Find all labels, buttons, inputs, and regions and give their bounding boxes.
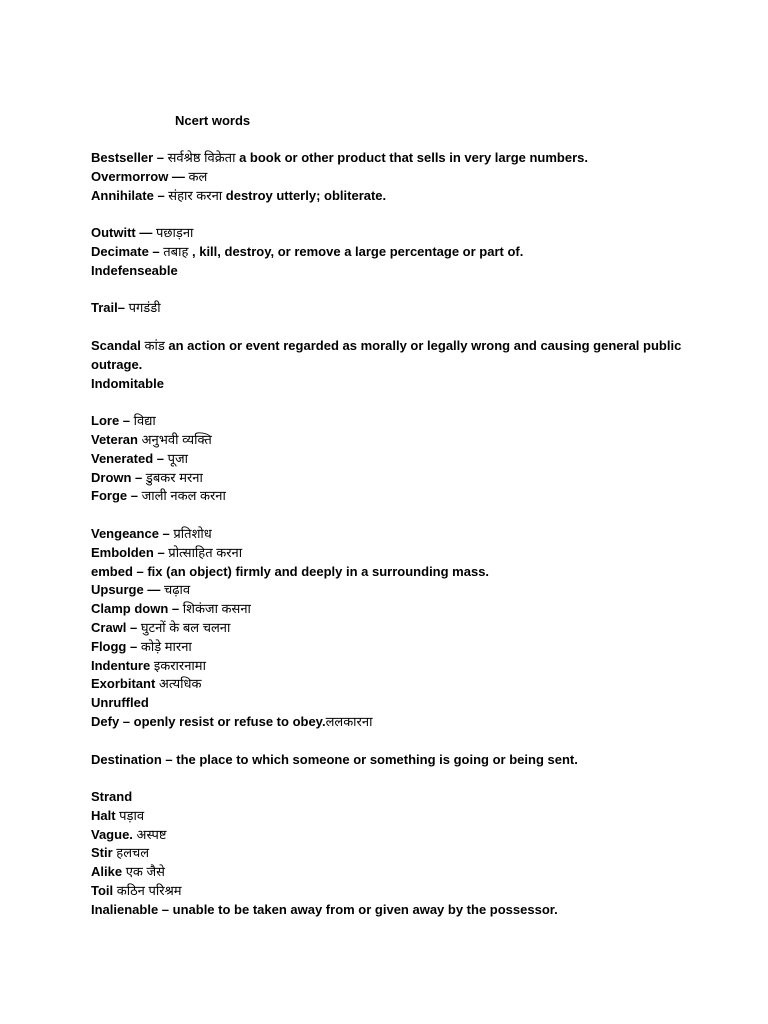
- hindi-meaning: विद्या: [133, 413, 156, 429]
- word-term: Upsurge —: [91, 582, 164, 598]
- paragraph-gap: [91, 732, 711, 751]
- word-term: Strand: [91, 789, 133, 805]
- hindi-meaning: अनुभवी व्यक्ति: [141, 431, 212, 447]
- english-definition: an action or event regarded as morally or legally wrong and causing general public outrage.: [91, 337, 682, 372]
- paragraph-gap: [91, 205, 711, 224]
- hindi-meaning: चढ़ाव: [163, 582, 191, 598]
- word-term: Alike: [91, 864, 126, 880]
- word-entry: [91, 844, 711, 863]
- word-entry: [91, 412, 711, 431]
- word-entry: [91, 638, 711, 657]
- hindi-meaning: कल: [188, 168, 208, 184]
- hindi-meaning: पूजा: [167, 450, 189, 466]
- word-entry: [91, 469, 711, 488]
- word-entry: [91, 657, 711, 676]
- word-term: Overmorrow —: [91, 168, 189, 184]
- word-entry: [91, 431, 711, 450]
- word-term: Trail–: [91, 300, 129, 316]
- paragraph-gap: [91, 318, 711, 337]
- word-entry: [91, 224, 711, 243]
- hindi-meaning: डुबकर मरना: [145, 469, 203, 485]
- word-term: Drown –: [91, 469, 146, 485]
- english-definition: a book or other product that sells in very large numbers.: [239, 150, 588, 165]
- word-entry: [91, 187, 711, 206]
- word-term: Flogg –: [91, 638, 141, 654]
- hindi-meaning: प्रतिशोध: [173, 525, 212, 541]
- hindi-meaning: जाली नकल करना: [141, 488, 226, 504]
- word-term: Annihilate –: [91, 187, 169, 203]
- word-term: Forge –: [91, 488, 142, 504]
- word-entry: [91, 544, 711, 563]
- word-entry: [91, 826, 711, 845]
- word-term: Vague.: [91, 826, 137, 842]
- word-entry: [91, 375, 711, 394]
- hindi-meaning: एक जैसे: [125, 864, 165, 880]
- hindi-meaning: अत्यधिक: [158, 676, 202, 692]
- word-term: Crawl –: [91, 619, 141, 635]
- word-term: Halt: [91, 807, 120, 823]
- word-term: Vengeance –: [91, 525, 174, 541]
- word-term: Clamp down –: [91, 601, 183, 617]
- hindi-meaning: इकरारनामा: [153, 657, 206, 673]
- english-definition: , kill, destroy, or remove a large percentage or part of.: [191, 243, 524, 259]
- word-entry: [91, 563, 711, 582]
- hindi-meaning: कोड़े मारना: [140, 638, 192, 654]
- paragraph-gap: [91, 281, 711, 300]
- word-term: Defy – openly resist or refuse to obey.: [91, 713, 326, 729]
- hindi-meaning: कठिन परिश्रम: [116, 883, 182, 899]
- word-entry: [91, 807, 711, 826]
- word-entry: [91, 450, 711, 469]
- word-term: embed – fix (an object) firmly and deeply in a surrounding mass.: [91, 563, 490, 579]
- word-term: Scandal: [91, 337, 145, 353]
- word-entry: [91, 675, 711, 694]
- page-title: Ncert words: [175, 113, 251, 128]
- paragraph-gap: [91, 393, 711, 412]
- word-entry: [91, 694, 711, 713]
- word-entry: [91, 149, 711, 168]
- hindi-meaning: शिकंजा कसना: [182, 601, 251, 617]
- hindi-meaning: ललकारना: [325, 713, 373, 729]
- word-term: Indomitable: [91, 375, 164, 391]
- word-entry: [91, 581, 711, 600]
- word-term: Bestseller –: [91, 150, 168, 165]
- paragraph-gap: [91, 506, 711, 525]
- word-term: Indefenseable: [91, 262, 178, 278]
- word-entry: [91, 525, 711, 544]
- word-entry: [91, 713, 711, 732]
- word-list: [91, 149, 711, 920]
- word-entry: [91, 863, 711, 882]
- word-term: Venerated –: [91, 450, 168, 466]
- word-term: Outwitt —: [91, 225, 156, 241]
- word-term: Destination – the place to which someone or something is going or being sent.: [91, 751, 578, 767]
- word-entry: [91, 600, 711, 619]
- word-term: Embolden –: [91, 544, 169, 560]
- word-entry: [91, 487, 711, 506]
- word-entry: [91, 788, 711, 807]
- hindi-meaning: कांड: [144, 337, 169, 353]
- word-entry: [91, 619, 711, 638]
- word-term: Veteran: [91, 431, 142, 447]
- word-term: Stir: [91, 845, 117, 861]
- word-term: Exorbitant: [91, 676, 159, 692]
- word-term: Decimate –: [91, 243, 164, 259]
- hindi-meaning: पछाड़ना: [156, 225, 194, 241]
- word-entry: [91, 168, 711, 187]
- word-term: Indenture: [91, 657, 154, 673]
- word-term: Unruffled: [91, 695, 149, 711]
- word-entry: [91, 901, 711, 920]
- paragraph-gap: [91, 769, 711, 788]
- word-term: Inalienable – unable to be taken away from or given away by the possessor.: [91, 901, 558, 917]
- hindi-meaning: पगडंडी: [128, 300, 161, 316]
- english-definition: destroy utterly; obliterate.: [225, 187, 387, 203]
- word-entry: [91, 882, 711, 901]
- hindi-meaning: अस्पष्ट: [136, 826, 167, 842]
- word-term: Lore –: [91, 413, 134, 429]
- word-entry: [91, 262, 711, 281]
- word-entry: [91, 337, 711, 375]
- hindi-meaning: संहार करना: [168, 187, 226, 203]
- hindi-meaning: तबाह: [163, 243, 192, 259]
- word-entry: [91, 299, 711, 318]
- hindi-meaning: पड़ाव: [119, 807, 145, 823]
- word-entry: [91, 751, 711, 770]
- word-term: Toil: [91, 883, 117, 899]
- hindi-meaning: हलचल: [116, 845, 150, 861]
- word-entry: [91, 243, 711, 262]
- hindi-meaning: सर्वश्रेष्ठ विक्रेता: [167, 150, 240, 165]
- hindi-meaning: प्रोत्साहित करना: [168, 544, 243, 560]
- hindi-meaning: घुटनों के बल चलना: [140, 619, 231, 635]
